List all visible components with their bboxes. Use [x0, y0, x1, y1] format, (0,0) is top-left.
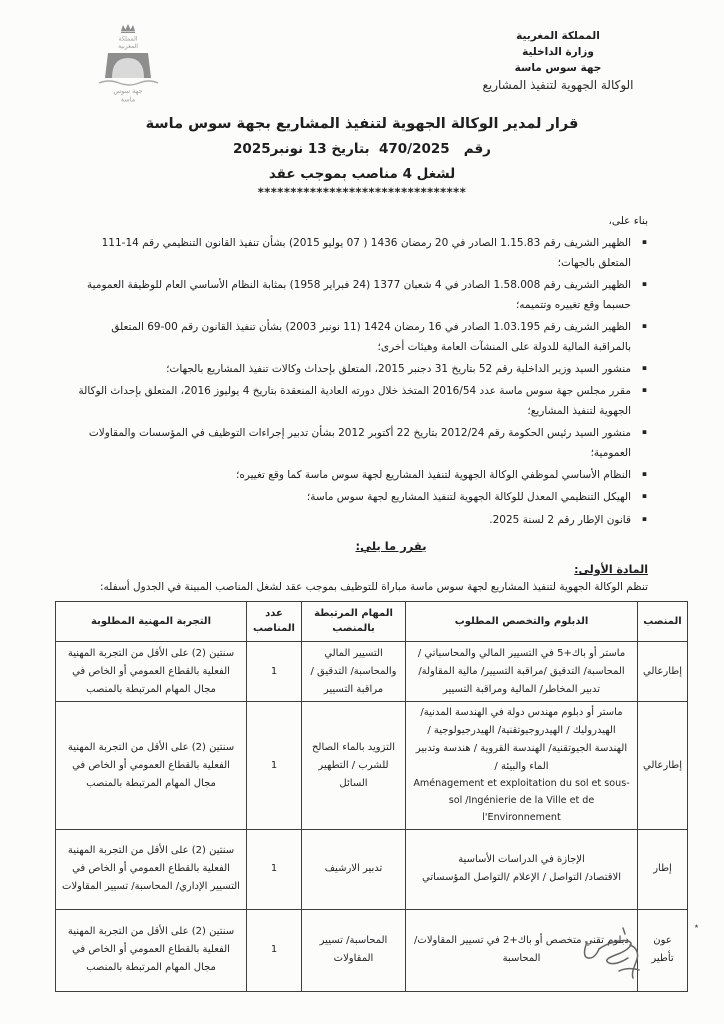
legal-basis-item — [78, 466, 648, 485]
square-bullet-icon: ▪ — [641, 513, 647, 523]
legal-basis-item — [78, 424, 648, 463]
position-cell: إطار — [638, 829, 688, 909]
legal-basis-text: قانون الإطار رقم 2 لسنة 2025. — [489, 513, 631, 526]
legal-basis-text: الظهير الشريف رقم 1.03.195 الصادر في 16 رمضان 1424 (11 نونبر 2003) بشأن تنفيذ القانون رقم 00-69 المتعلق بالمراقبة المالية للدولة على المنشآت العامة وهيئات أخرى؛ — [111, 321, 631, 353]
count-cell: 1 — [247, 702, 302, 829]
decree-number-date: رقم 470/2025 بتاريخ 13 نونبر2025 — [233, 141, 491, 157]
square-bullet-icon: ▪ — [641, 237, 647, 247]
legal-basis-text: الهيكل التنظيمي المعدل للوكالة الجهوية لتنفيذ المشاريع لجهة سوس ماسة؛ — [306, 491, 631, 504]
square-bullet-icon: ▪ — [641, 362, 647, 372]
decree-subject: لشغل 4 مناصب بموجب عقد — [268, 166, 456, 182]
col-diploma: الدبلوم والتخصص المطلوب — [406, 602, 638, 642]
document-body — [0, 112, 724, 992]
legal-basis-text: منشور السيد وزير الداخلية رقم 52 بتاريخ 31 دجنبر 2015، المتعلق بإحداث وكالات تنفيذ المشاريع بالجهات؛ — [166, 362, 631, 375]
legal-basis-item — [78, 511, 648, 530]
legal-basis-text: مقرر مجلس جهة سوس ماسة عدد 2016/54 المتخذ خلال دورته العادية المنعقدة بتاريخ 4 يوليوز 2016، المتعلق بإحداث الوكالة الجهوية لتنفيذ المشاريع؛ — [78, 385, 631, 417]
legal-basis-item — [78, 276, 648, 315]
svg-text:جهة سوس: جهة سوس — [113, 87, 143, 95]
table-row — [56, 642, 688, 702]
legal-basis-text: منشور السيد رئيس الحكومة رقم 2012/24 بتاريخ 22 أكتوبر 2012 بشأن تدبير إجراءات التوظيف في المؤسسات والمقاولات العمومية؛ — [88, 427, 631, 459]
kingdom-line: المملكة المغربية — [516, 30, 600, 42]
legal-basis-item — [78, 488, 648, 507]
count-cell: 1 — [247, 829, 302, 909]
experience-cell: سنتين (2) على الأقل من التجربة المهنية الفعلية بالقطاع العمومي أو الخاص في مجال المهام المرتبطة بالمنصب — [56, 642, 247, 702]
svg-text:المغربية: المغربية — [118, 43, 138, 50]
diploma-cell: ماستر أو باك+5 في التسيير المالي والمحاسباتي / المحاسبة/ التدقيق /مراقبة التسيير/ مالية المقاولة/ تدبير المخاطر/ المالية ومراقبة التسيير — [406, 642, 638, 702]
diploma-line-2: الاقتصاد/ التواصل / الإعلام /التواصل المؤسساتي — [422, 872, 621, 884]
article-one-text: تنظم الوكالة الجهوية لتنفيذ المشاريع لجهة سوس ماسة مباراة للتوظيف بموجب عقد لشغل المناصب المبينة في الجدول أسفله: — [100, 581, 648, 594]
tasks-cell: التسيير المالي والمحاسبة/ التدقيق /مراقبة التسيير — [302, 642, 406, 702]
diploma-cell — [406, 702, 638, 829]
diploma-cell — [406, 829, 638, 909]
position-cell: إطارعالي — [638, 702, 688, 829]
square-bullet-icon: ▪ — [641, 321, 647, 331]
table-row — [56, 829, 688, 909]
legal-basis-item — [78, 234, 648, 273]
legal-basis-text: الظهير الشريف رقم 1.15.83 الصادر في 20 رمضان 1436 ( 07 يوليو 2015) بشأن تنفيذ القانون التنظيمي رقم 14-111 المتعلق بالجهات؛ — [101, 237, 631, 269]
decree-title-block — [0, 116, 724, 199]
handwritten-signature — [574, 924, 666, 1004]
square-bullet-icon: ▪ — [641, 279, 647, 289]
decree-title: قرار لمدير الوكالة الجهوية لتنفيذ المشاريع بجهة سوس ماسة — [145, 116, 579, 132]
legal-basis-item — [78, 360, 648, 379]
letterhead — [456, 28, 660, 95]
legal-basis-list — [78, 234, 648, 530]
ministry-line: وزارة الداخلية — [522, 46, 594, 58]
diploma-arabic: ماستر أو دبلوم مهندس دولة في الهندسة المدنية/ الهيدروليك / الهيدروجيوتقنية/ الهيدرجيولوجية / الهندسة الجيوتقنية/ الهندسة القروية / هندسة وتدبير الماء والبيئة / — [415, 707, 628, 773]
decision-heading: يقرر ما يلي: — [355, 539, 427, 554]
experience-cell: سنتين (2) على الأقل من التجربة المهنية الفعلية بالقطاع العمومي أو الخاص في مجال المهام المرتبطة بالمنصب — [56, 909, 247, 991]
tasks-cell: تدبير الارشيف — [302, 829, 406, 909]
tasks-cell: المحاسبة/ تسيير المقاولات — [302, 909, 406, 991]
position-cell: إطارعالي — [638, 642, 688, 702]
experience-cell: سنتين (2) على الأقل من التجربة المهنية الفعلية بالقطاع العمومي أو الخاص في مجال المهام المرتبطة بالمنصب — [56, 702, 247, 829]
separator-asterisks: ******************************** — [257, 185, 467, 199]
agency-line: الوكالة الجهوية لتنفيذ المشاريع — [482, 78, 634, 92]
tasks-cell: التزويد بالماء الصالح للشرب / التطهير السائل — [302, 702, 406, 829]
col-tasks: المهام المرتبطة بالمنصب — [302, 602, 406, 642]
legal-basis-text: النظام الأساسي لموظفي الوكالة الجهوية لتنفيذ المشاريع لجهة سوس ماسة كما وقع تغييره؛ — [236, 469, 631, 482]
scan-speck: ٭ — [694, 922, 699, 932]
region-emblem-icon — [90, 22, 166, 106]
table-header-row — [56, 602, 688, 642]
col-position: المنصب — [638, 602, 688, 642]
region-line: جهة سوس ماسة — [514, 62, 602, 74]
article-one-heading: المادة الأولى: — [574, 563, 648, 577]
square-bullet-icon: ▪ — [641, 469, 647, 479]
diploma-french: Aménagement et exploitation du sol et sous-sol /Ingénierie de la Ville et de l'Environnement — [413, 778, 630, 823]
count-cell: 1 — [247, 642, 302, 702]
table-row — [56, 702, 688, 829]
col-experience: التجربة المهنية المطلوبة — [56, 602, 247, 642]
diploma-cell: دبلوم تقني متخصص أو باك+2 في تسيير المقاولات/ المحاسبة — [406, 909, 638, 991]
wave-line — [99, 81, 158, 85]
signature-icon — [574, 924, 666, 1000]
square-bullet-icon: ▪ — [641, 427, 647, 437]
legal-basis-item — [78, 382, 648, 421]
experience-cell: سنتين (2) على الأقل من التجربة المهنية الفعلية بالقطاع العمومي أو الخاص في التسيير الإداري/ المحاسبة/ تسيير المقاولات — [56, 829, 247, 909]
legal-basis-item — [78, 318, 648, 357]
souss-massa-region-logo — [90, 22, 166, 110]
square-bullet-icon: ▪ — [641, 385, 647, 395]
diploma-line-1: الإجازة في الدراسات الأساسية — [458, 854, 585, 866]
col-count: عدد المناصب — [247, 602, 302, 642]
legal-basis-section — [78, 212, 648, 530]
basis-intro: بناء على، — [608, 215, 648, 227]
svg-text:ماسة: ماسة — [120, 95, 136, 104]
position-cell: عون تأطير — [638, 909, 688, 991]
crown-icon — [121, 24, 135, 31]
legal-basis-text: الظهير الشريف رقم 1.58.008 الصادر في 4 شعبان 1377 (24 فبراير 1958) بمثابة النظام الأساسي العام للوظيفة العمومية حسبما وقع تغييره وتتميمه؛ — [87, 279, 631, 311]
count-cell: 1 — [247, 909, 302, 991]
svg-text:المملكة: المملكة — [118, 35, 138, 43]
square-bullet-icon: ▪ — [641, 491, 647, 501]
